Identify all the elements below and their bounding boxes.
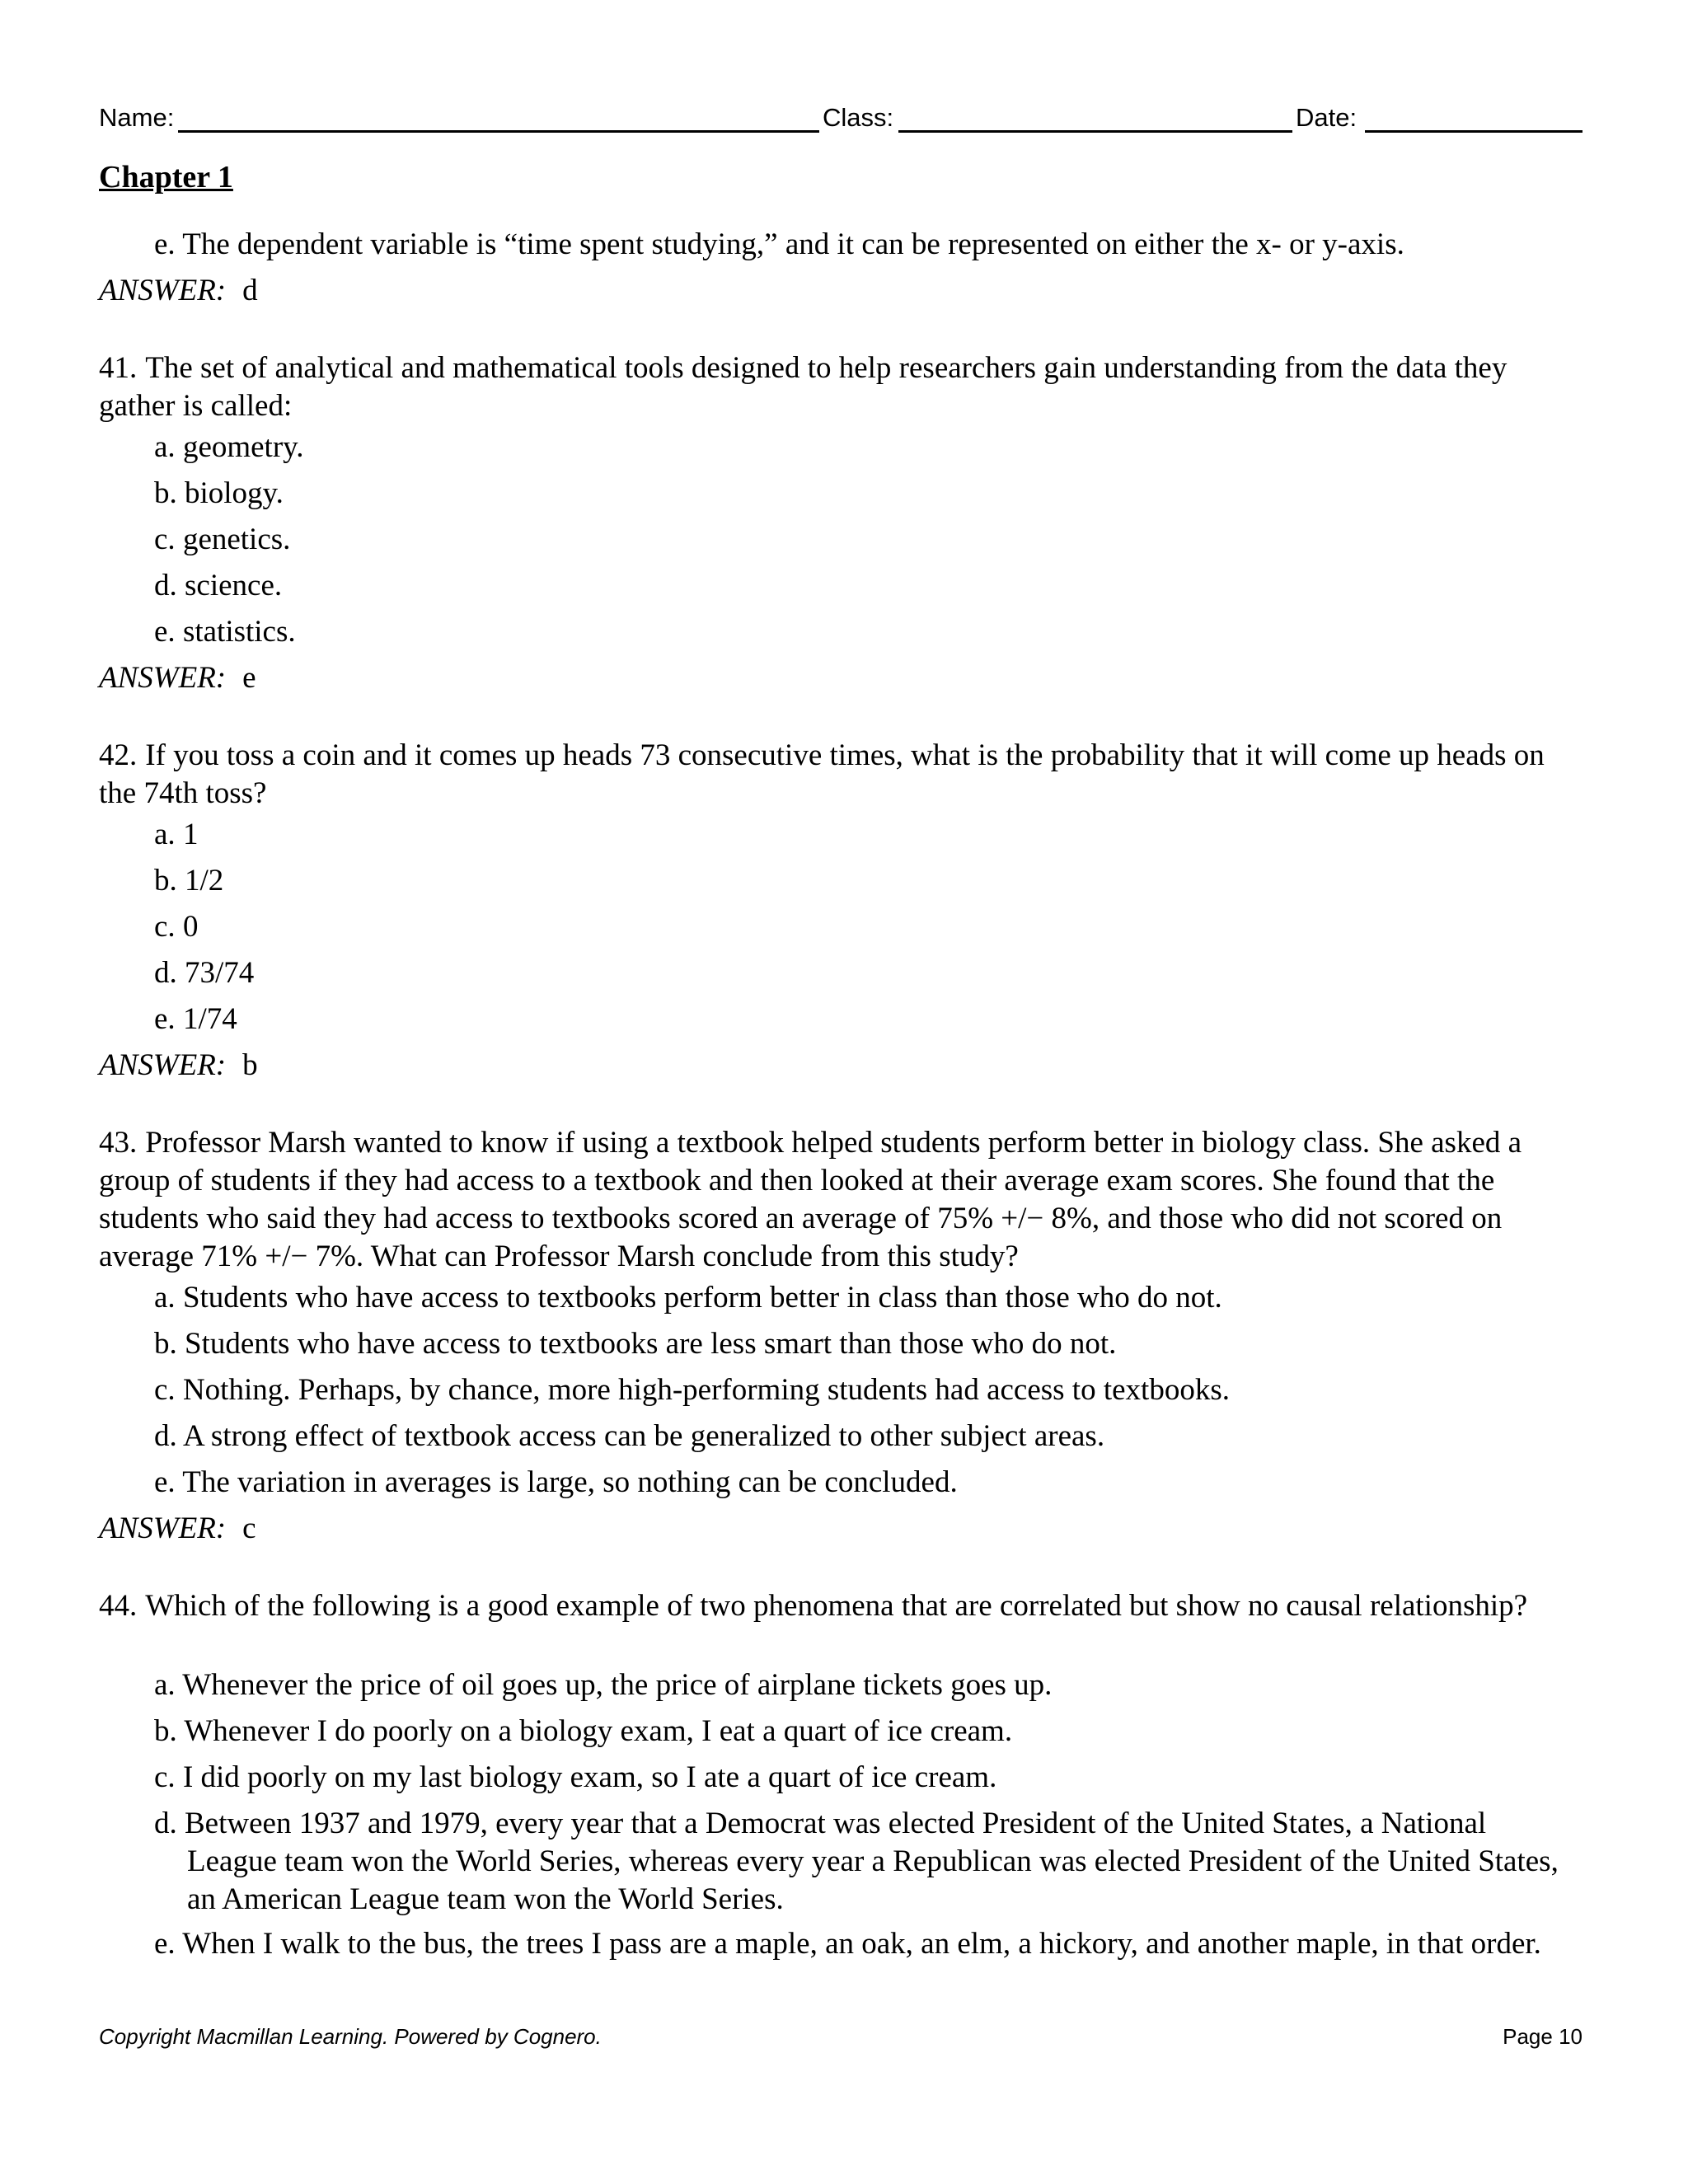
option-text: 1/74 xyxy=(182,1002,237,1036)
question-42-stem xyxy=(99,737,1582,813)
option-text: biology. xyxy=(185,476,284,510)
option-letter: d. xyxy=(154,1807,177,1840)
option-letter: c. xyxy=(154,523,176,556)
answer-value: d xyxy=(242,274,258,307)
question-text: Professor Marsh wanted to know if using a textbook helped students perform better in biology class. She asked a group of students if they had access to a textbook and then looked at their average exam scores. She found that the students who said they had access to textbooks scored an average of 75% +/− 8%, and those who did not scored on average 71% +/− 7%. What can Professor Marsh conclude from this study? xyxy=(99,1126,1522,1273)
option-letter: d. xyxy=(154,1419,177,1453)
option-letter: a. xyxy=(154,818,176,851)
name-label: Name: xyxy=(99,103,175,132)
question-42-option-b xyxy=(154,862,1580,900)
option-text: The variation in averages is large, so nothing can be concluded. xyxy=(182,1465,958,1499)
option-letter: e. xyxy=(154,1927,176,1961)
class-label: Class: xyxy=(823,103,894,132)
question-41-stem xyxy=(99,349,1582,425)
answer-value: e xyxy=(242,661,256,695)
option-text: Whenever I do poorly on a biology exam, I eat a quart of ice cream. xyxy=(184,1714,1013,1748)
option-letter: e. xyxy=(154,1465,176,1499)
option-text: geometry. xyxy=(182,430,304,464)
question-41-option-a xyxy=(154,429,1580,466)
option-letter: e. xyxy=(154,227,176,261)
option-text: Students who have access to textbooks perform better in class than those who do not. xyxy=(182,1281,1222,1315)
option-letter: a. xyxy=(154,1281,176,1315)
question-41-answer xyxy=(99,659,256,697)
question-text: If you toss a coin and it comes up heads 73 consecutive times, what is the probability that it will come up heads on the 74th toss? xyxy=(99,738,1545,810)
answer-value: c xyxy=(242,1511,256,1545)
question-42-answer xyxy=(99,1047,258,1085)
question-43-answer xyxy=(99,1510,256,1548)
option-text: Nothing. Perhaps, by chance, more high-performing students had access to textbooks. xyxy=(182,1373,1230,1407)
option-letter: c. xyxy=(154,910,176,944)
date-blank-line xyxy=(1365,130,1582,133)
option-letter: d. xyxy=(154,956,177,990)
option-e-continued xyxy=(154,226,1580,264)
option-letter: c. xyxy=(154,1760,176,1794)
option-text: 73/74 xyxy=(185,956,255,990)
question-44-option-c xyxy=(154,1759,1580,1797)
option-text: genetics. xyxy=(182,523,291,556)
question-text: The set of analytical and mathematical tools designed to help researchers gain understanding from the data they gather is called: xyxy=(99,351,1507,423)
question-44-option-b xyxy=(154,1713,1580,1750)
date-label: Date: xyxy=(1296,103,1357,132)
answer-label: ANSWER: xyxy=(99,274,227,307)
question-44-option-e xyxy=(154,1925,1580,1963)
question-number: 41. xyxy=(99,351,138,385)
answer-label: ANSWER: xyxy=(99,661,227,695)
question-43-option-a xyxy=(154,1279,1580,1317)
question-42-option-c xyxy=(154,908,1580,946)
question-44-option-a xyxy=(154,1666,1580,1704)
question-44-stem xyxy=(99,1587,1582,1625)
option-text: 1/2 xyxy=(185,864,224,898)
question-42-option-a xyxy=(154,816,1580,854)
question-41-option-b xyxy=(154,475,1580,513)
answer-label: ANSWER: xyxy=(99,1511,227,1545)
chapter-title: Chapter 1 xyxy=(99,160,233,194)
question-number: 42. xyxy=(99,738,138,772)
question-41-option-c xyxy=(154,521,1580,559)
answer-continued xyxy=(99,272,258,310)
question-43-option-c xyxy=(154,1371,1580,1409)
question-number: 43. xyxy=(99,1126,138,1160)
question-number: 44. xyxy=(99,1589,138,1623)
option-text: 1 xyxy=(182,818,199,851)
option-text: When I walk to the bus, the trees I pass are a maple, an oak, an elm, a hickory, and another maple, in that order. xyxy=(182,1927,1541,1961)
option-letter: b. xyxy=(154,476,177,510)
question-42-option-e xyxy=(154,1001,1580,1038)
question-43-option-e xyxy=(154,1464,1580,1502)
option-text: 0 xyxy=(182,910,199,944)
question-42-option-d xyxy=(154,954,1580,992)
option-letter: d. xyxy=(154,569,177,602)
question-43-option-d xyxy=(154,1418,1580,1455)
option-text: Between 1937 and 1979, every year that a Democrat was elected President of the United States, a National League team won the World Series, whereas every year a Republican was elected President of the United States, an American League team won the World Series. xyxy=(185,1807,1559,1916)
option-letter: a. xyxy=(154,430,176,464)
option-text: statistics. xyxy=(182,615,296,649)
name-blank-line xyxy=(178,130,819,133)
option-text: Whenever the price of oil goes up, the price of airplane tickets goes up. xyxy=(182,1668,1053,1702)
answer-label: ANSWER: xyxy=(99,1048,227,1082)
option-letter: e. xyxy=(154,1002,176,1036)
option-letter: b. xyxy=(154,1327,177,1361)
option-letter: a. xyxy=(154,1668,176,1702)
question-44-option-d xyxy=(154,1805,1580,1919)
option-text: The dependent variable is “time spent studying,” and it can be represented on either the x- or y-axis. xyxy=(182,227,1404,261)
answer-value: b xyxy=(242,1048,258,1082)
question-41-option-e xyxy=(154,613,1580,651)
option-letter: b. xyxy=(154,1714,177,1748)
question-41-option-d xyxy=(154,567,1580,605)
footer-page-number: Page 10 xyxy=(1503,2024,1582,2049)
option-text: Students who have access to textbooks are less smart than those who do not. xyxy=(185,1327,1117,1361)
option-text: A strong effect of textbook access can be generalized to other subject areas. xyxy=(182,1419,1105,1453)
page-header xyxy=(99,97,1582,138)
class-blank-line xyxy=(898,130,1292,133)
option-letter: e. xyxy=(154,615,176,649)
footer-copyright: Copyright Macmillan Learning. Powered by Cognero. xyxy=(99,2024,602,2049)
option-text: I did poorly on my last biology exam, so I ate a quart of ice cream. xyxy=(182,1760,997,1794)
question-text: Which of the following is a good example of two phenomena that are correlated but show no causal relationship? xyxy=(145,1589,1528,1623)
option-letter: b. xyxy=(154,864,177,898)
option-letter: c. xyxy=(154,1373,176,1407)
question-43-option-b xyxy=(154,1325,1580,1363)
question-43-stem xyxy=(99,1124,1582,1276)
option-text: science. xyxy=(185,569,283,602)
